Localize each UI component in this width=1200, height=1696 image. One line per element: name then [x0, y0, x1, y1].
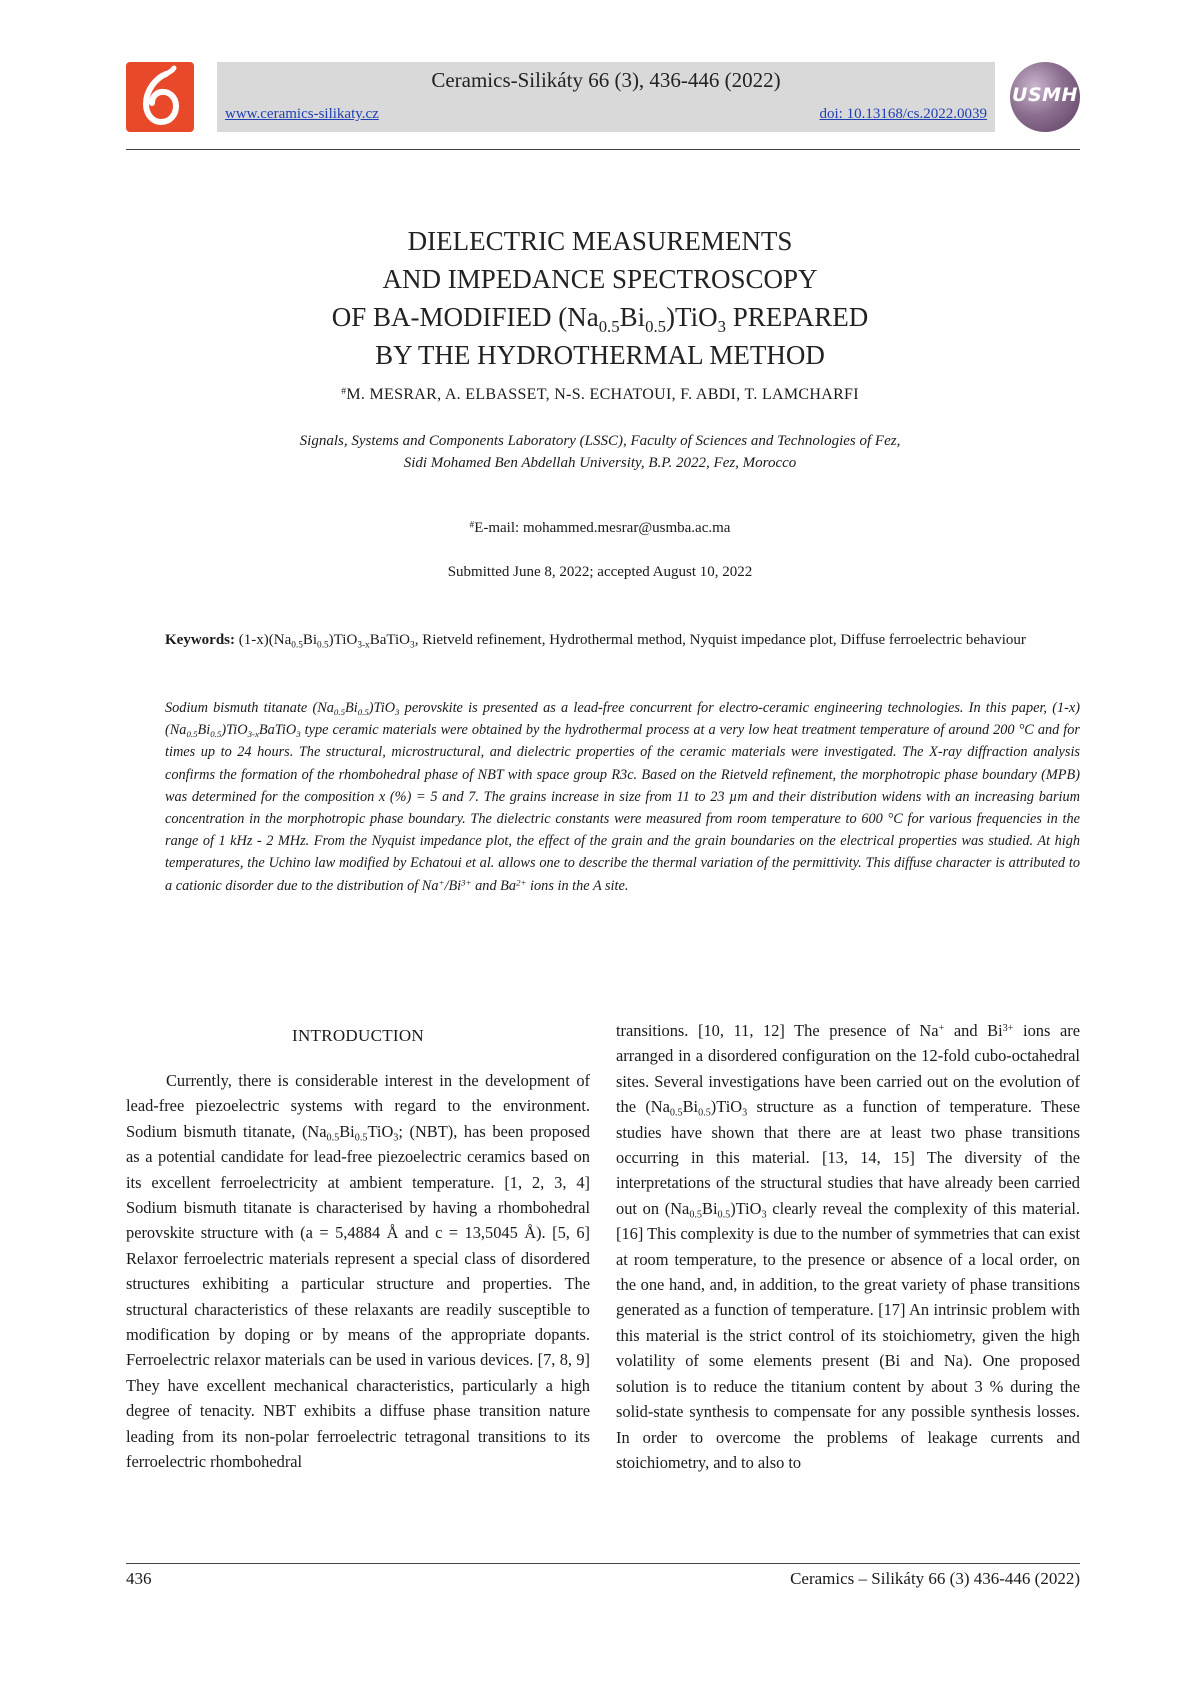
usmh-logo: [1010, 62, 1080, 132]
affiliation-line-1: Signals, Systems and Components Laboratory (LSSC), Faculty of Sciences and Technologies of Fez,: [299, 433, 901, 449]
journal-title: Ceramics-Silikáty 66 (3), 436-446 (2022): [431, 68, 781, 92]
footer-divider: [126, 1563, 1080, 1564]
flame-drop-logo-icon: [126, 62, 194, 132]
corresponding-email: #E-mail: mohammed.mesrar@usmba.ac.ma: [469, 520, 731, 536]
page-number: 436: [126, 1569, 152, 1588]
usmh-logo-text: USMH: [1012, 84, 1078, 106]
title-line-2: AND IMPEDANCE SPECTROSCOPY: [382, 264, 818, 294]
submission-dates: Submitted June 8, 2022; accepted August 10, 2022: [447, 564, 753, 580]
title-line-1: DIELECTRIC MEASUREMENTS: [407, 226, 793, 256]
keywords: Keywords: $(1-x)(Na_{0.5}Bi_{0.5})TiO_{3-x}BaTiO_3$, Rietveld refinement, Hydrothermal method, Nyquist impedance plot, Diffuse ferroelectric behaviour: [165, 632, 1026, 651]
article-title: [200, 222, 1000, 374]
paragraph: Currently, there is considerable interest in the development of lead-free piezoelectric systems with regard to the environment. Sodium bismuth titanate, ($Na_{0.5}Bi_{0.5}TiO_3$; (NBT), has been proposed as a potential candidate for lead-free piezoelectric ceramics based on its excellent ferroelectricity at ambient temperature. [1, 2, 3, 4] Sodium bismuth titanate is characterised by having a rhombohedral perovskite structure with (a = 5,4884 Å and c = 13,5045 Å). [5, 6] Relaxor ferroelectric materials represent a special class of disordered structures exhibiting a particular structure and properties. The structural characteristics of these relaxants are readily susceptible to modification by doping or by means of the appropriate dopants. Ferroelectric relaxor materials can be used in various devices. [7, 8, 9] They have excellent mechanical characteristics, particularly a high degree of tenacity. NBT exhibits a diffuse phase transition nature leading from its non-polar ferroelectric tetragonal transitions to its ferroelectric rhombohedral: [126, 1071, 590, 1472]
journal-logo: [126, 62, 194, 132]
body-column-right: [616, 1018, 1080, 1475]
author-list: #M. MESRAR, A. ELBASSET, N-S. ECHATOUI, F. ABDI, T. LAMCHARFI: [341, 386, 859, 403]
abstract: Sodium bismuth titanate $(Na_{0.5}Bi_{0.5})TiO_3$ perovskite is presented as a lead-free concurrent for electro-ceramic engineering technologies. In this paper, $(1-x)(Na_{0.5}Bi_{0.5})TiO_{3-x}BaTiO_3$ type ceramic materials were obtained by the hydrothermal process at a very low heat treatment temperature of around 200 °C and for times up to 24 hours. The structural, microstructural, and dielectric properties of the ceramic materials were investigated. The X-ray diffraction analysis confirms the formation of the rhombohedral phase of NBT with space group R3c. Based on the Rietveld refinement, the morphotropic phase boundary (MPB) was determined for the composition x (%) = 5 and 7. The grains increase in size from 11 to 23 µm and their distribution widens with an increasing barium concentration in the morphotropic phase boundary. The dielectric constants were measured from room temperature to 600 °C for various frequencies in the range of 1 kHz - 2 MHz. From the Nyquist impedance plot, the effect of the grain and the grain boundaries on the electrical properties was studied. At high temperatures, the Uchino law modified by Echatoui et al. allows one to describe the thermal variation of the permittivity. This diffuse character is attributed to a cationic disorder due to the distribution of $Na^+/Bi^{3+}$ and $Ba^{2+}$ ions in the A site.: [165, 700, 1080, 894]
keywords-label: Keywords:: [165, 632, 235, 648]
footer-citation: Ceramics – Silikáty 66 (3) 436-446 (2022): [790, 1569, 1080, 1588]
section-heading-introduction: INTRODUCTION: [291, 1026, 425, 1045]
title-line-3: OF BA-MODIFIED $(Na_{0.5}Bi_{0.5})TiO_3$ PREPARED: [331, 302, 869, 336]
affiliation: [150, 430, 1050, 474]
paragraph: transitions. [10, 11, 12] The presence of Na+ and $Bi^{3+}$ ions are arranged in a disordered configuration on the 12-fold cubo-octahedral sites. Several investigations have been carried out on the evolution of the $(Na_{0.5}Bi_{0.5})TiO_3$ structure as a function of temperature. These studies have shown that there are at least two phase transitions occurring in this material. [13, 14, 15] The diversity of the interpretations of the structural studies that have already been carried out on $(Na_{0.5}Bi_{0.5})TiO_3$ clearly reveal the complexity of this material. [16] This complexity is due to the number of symmetries that can exist at room temperature, to the presence or absence of a local order, on the one hand, and, in addition, to the great variety of phase transitions generated as a function of temperature. [17] An intrinsic problem with this material is the strict control of its stoichiometry, given the high volatility of some elements present (Bi and Na). One proposed solution is to reduce the titanium content by about 3 % during the solid-state synthesis to compensate for any possible synthesis losses. In order to overcome the problems of leakage currents and stoichiometry, and to also to: [616, 1021, 1081, 1472]
body-column-left: [126, 1068, 590, 1475]
affiliation-line-2: Sidi Mohamed Ben Abdellah University, B.P. 2022, Fez, Morocco: [403, 455, 797, 471]
doi-link[interactable]: doi: 10.13168/cs.2022.0039: [819, 106, 987, 122]
journal-url-link[interactable]: www.ceramics-silikaty.cz: [225, 106, 379, 122]
title-line-4: BY THE HYDROTHERMAL METHOD: [375, 340, 825, 370]
journal-header-bar: [217, 62, 995, 132]
header-divider: [126, 149, 1080, 150]
corresponding-author-mark: #: [341, 386, 347, 398]
